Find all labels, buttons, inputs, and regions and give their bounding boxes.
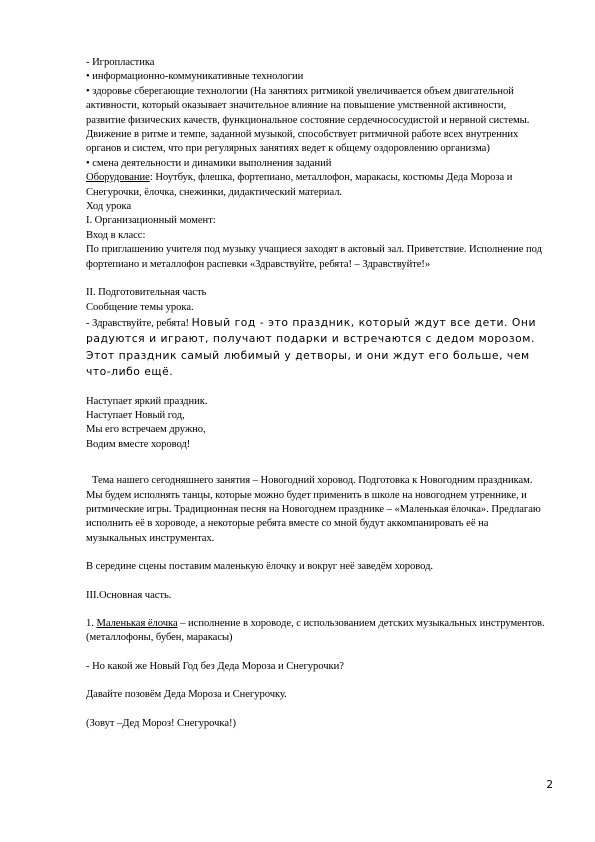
spacer <box>86 603 546 617</box>
text-line-igroplastika: - Игропластика <box>86 57 155 68</box>
calling-line: (Зовут –Дед Мороз! Снегурочка!) <box>86 717 236 729</box>
item-1-number: 1. <box>86 618 97 629</box>
question-line: - Но какой же Новый Год без Деда Мороза и Снегурочки? <box>86 660 344 672</box>
spacer <box>86 703 546 717</box>
item-1-title: Маленькая ёлочка <box>96 618 178 629</box>
bullet-activity-change: • смена деятельности и динамики выполнения заданий <box>86 157 332 169</box>
spacer <box>86 381 546 395</box>
new-year-description: Новый год - это праздник, который ждут все дети. Они радуются и играют, получают подарки и встречаются с дедом морозом. Этот праздник самый любимый у детворы, и они ждут его больше, чем что-либо ещё. <box>86 315 536 379</box>
equipment-label: Оборудование <box>86 172 150 184</box>
section-organizational: I. Организационный момент: <box>86 215 216 227</box>
topic-announcement-label: Сообщение темы урока. <box>86 301 194 313</box>
call-line: Давайте позовём Деда Мороза и Снегурочку. <box>86 689 287 701</box>
section-main: III.Основная часть. <box>86 589 172 601</box>
bullet-health-tech: • здоровье сберегающие технологии (На занятиях ритмикой увеличивается объем двигательной активности, который оказывает значительное влияние на повышение умственной активности, развитие физических качеств, функциональное состояние сердечнососудистой и нервной системы. Движение в ритме и темпе, заданной музыкой, способствует ритмичной работе всех внутренних органов и систем, что при регулярных занятиях ведет к общему оздоровлению организма) <box>86 85 530 155</box>
lesson-progress-heading: Ход урока <box>86 201 132 213</box>
entry-label: Вход в класс: <box>86 229 146 241</box>
topic-paragraph: Тема нашего сегодняшнего занятия – Новогодний хоровод. Подготовка к Новогодним праздникам. Мы будем исполнять танцы, которые можно будет применить в школе на новогоднем утреннике, и ритмические игры. Традиционная песня на Новогоднем празднике – «Маленькая ёлочка». Предлагаю исполнить её в хороводе, а некоторые ребята вместе со мной будут аккомпанировать её на музыкальных инструментах. <box>86 475 541 544</box>
poem-line-4: Водим вместе хоровод! <box>86 438 191 450</box>
spacer <box>86 546 546 560</box>
spacer <box>86 674 546 688</box>
greeting-text: - Здравствуйте, ребята! <box>86 317 192 329</box>
page-number: 2 <box>546 779 553 791</box>
poem-line-3: Мы его встречаем дружно, <box>86 424 206 436</box>
equipment-paragraph <box>86 171 546 200</box>
equipment-text: : Ноутбук, флешка, фортепиано, металлофон, маракасы, костюмы Деда Мороза и Снегурочки, ёлочка, снежинки, дидактический материал. <box>86 172 513 198</box>
bullet-info-tech: • информационно-коммуникативные технологии <box>86 71 304 83</box>
poem-line-1: Наступает яркий праздник. <box>86 395 208 407</box>
spacer <box>86 646 546 660</box>
spacer <box>86 575 546 589</box>
item-1-paragraph <box>86 617 546 646</box>
greeting-paragraph <box>86 315 546 381</box>
item-1-description: – исполнение в хороводе, с использованием детских музыкальных инструментов. (металлофоны, бубен, маракасы) <box>86 618 545 644</box>
document-body <box>86 56 546 731</box>
center-stage-paragraph: В середине сцены поставим маленькую ёлочку и вокруг неё заведём хоровод. <box>86 561 434 573</box>
entry-paragraph: По приглашению учителя под музыку учащиеся заходят в актовый зал. Приветствие. Исполнение под фортепиано и металлофон распевки «Здравствуйте, ребята! – Здравствуйте!» <box>86 244 542 270</box>
spacer <box>86 452 546 474</box>
section-preparatory: II. Подготовительная часть <box>86 287 207 299</box>
poem-line-2: Наступает Новый год, <box>86 409 185 421</box>
spacer <box>86 272 546 286</box>
